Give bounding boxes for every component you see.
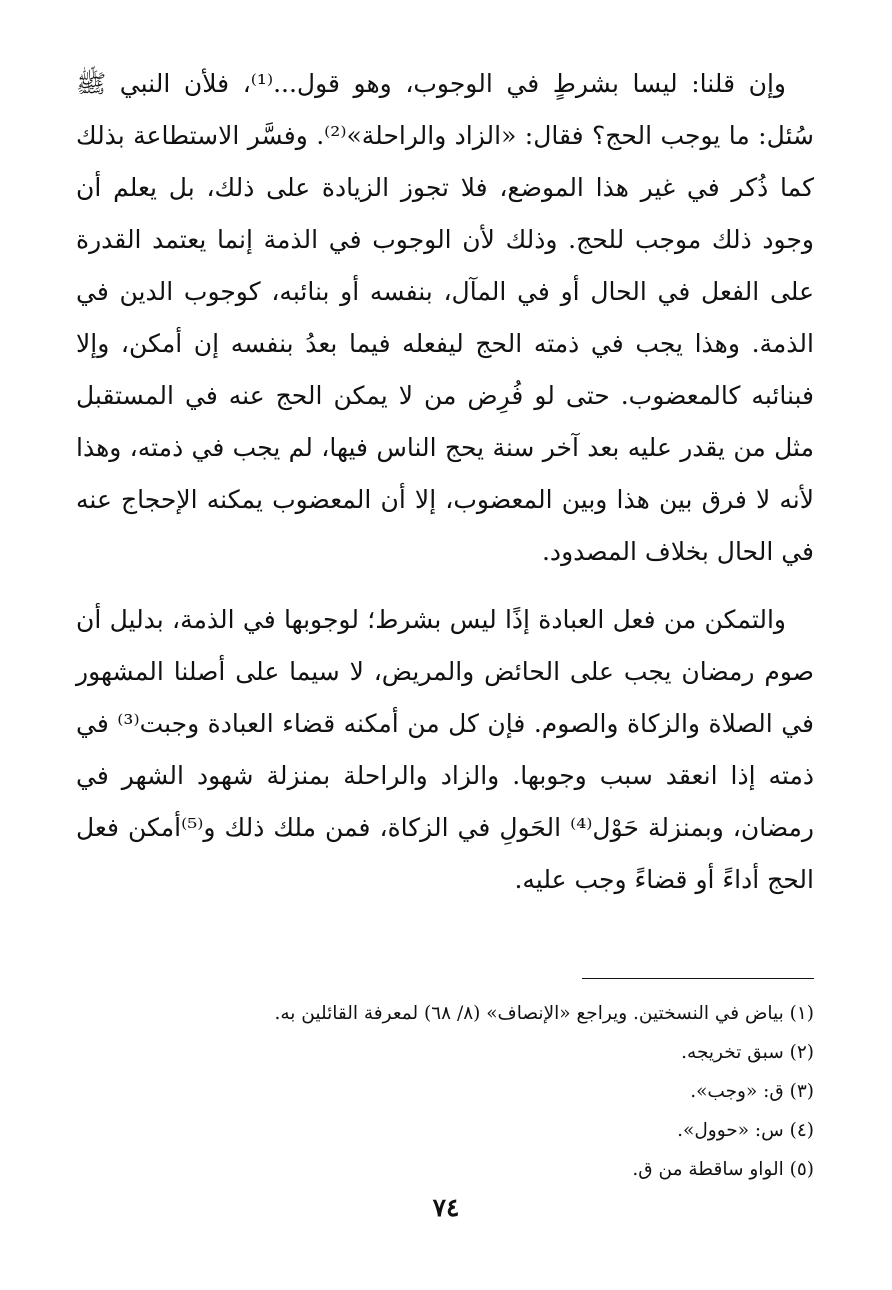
footnote-2: (٢) سبق تخريجه.	[681, 1042, 814, 1063]
paragraph-1: وإن قلنا: ليسا بشرطٍ في الوجوب، وهو قول...⁽¹⁾، فلأن النبي ﷺ سُئل: ما يوجب الحج؟ فقال: «الزاد والراحلة»⁽²⁾. وفسَّر الاستطاعة بذلك كما ذُكر في غير هذا الموضع، فلا تجوز الزيادة على ذلك، بل يعلم أن وجود ذلك موجب للحج. وذلك لأن الوجوب في الذمة إنما يعتمد القدرة على الفعل في الحال أو في المآل، بنفسه أو بنائبه، كوجوب الدين في الذمة. وهذا يجب في ذمته الحج ليفعله فيما بعدُ بنفسه إن أمكن، وإلا فبنائبه كالمعضوب. حتى لو فُرِض من لا يمكن الحج عنه في المستقبل مثل من يقدر عليه بعد آخر سنة يحج الناس فيها، لم يجب في ذمته، وهذا لأنه لا فرق بين هذا وبين المعضوب، إلا أن المعضوب يمكنه الإحجاج عنه في الحال بخلاف المصدود.	[76, 69, 814, 566]
footnote-separator	[582, 978, 814, 979]
main-text-body	[76, 58, 814, 906]
footnotes-section	[76, 994, 814, 1189]
footnote-1: (١) بياض في النسختين. ويراجع «الإنصاف» (٨/ ٦٨) لمعرفة القائلين به.	[274, 1003, 814, 1024]
footnote-3: (٣) ق: «وجب».	[690, 1081, 814, 1102]
footnote-4: (٤) س: «حوول».	[677, 1120, 814, 1141]
paragraph-2: والتمكن من فعل العبادة إذًا ليس بشرط؛ لوجوبها في الذمة، بدليل أن صوم رمضان يجب على الحائض والمريض، لا سيما على أصلنا المشهور في الصلاة والزكاة والصوم. فإن كل من أمكنه قضاء العبادة وجبت⁽³⁾ في ذمته إذا انعقد سبب وجوبها. والزاد والراحلة بمنزلة شهود الشهر في رمضان، وبمنزلة حَوْل⁽⁴⁾ الحَولِ في الزكاة، فمن ملك ذلك و⁽⁵⁾أمكن فعل الحج أداءً أو قضاءً وجب عليه.	[76, 605, 814, 894]
footnote-5: (٥) الواو ساقطة من ق.	[632, 1159, 814, 1180]
page-number: ٧٤	[432, 1193, 460, 1222]
